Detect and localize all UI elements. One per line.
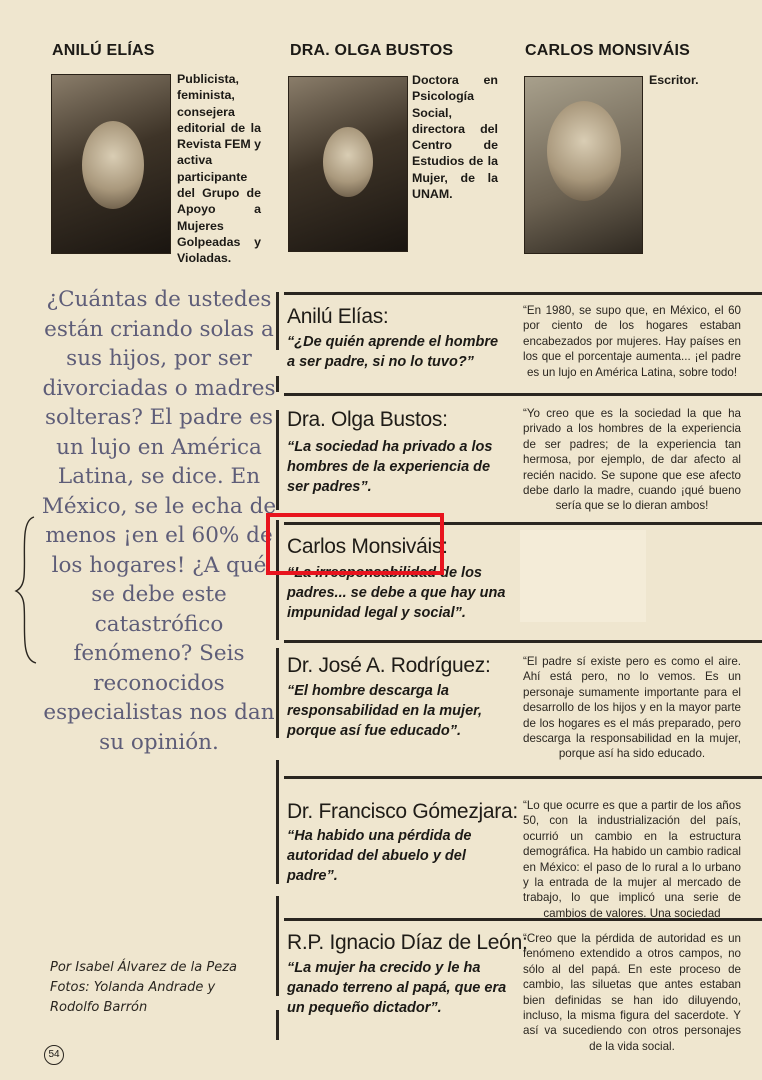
opinion-text: “Creo que la pérdida de autoridad es un fenómeno extendido a otros campos, no sólo al del papá. En este proceso de cambio, las siluetas que antes estaban bien definidas se han ido diluyendo, incluso, la misma figura del sacerdote. Y así va sucediendo con otros personajes de la vida social. — [523, 932, 741, 1053]
column-divider — [276, 648, 279, 738]
opinion-quote: “La irresponsabilidad de los padres... se debe a que hay una impunidad legal y social”. — [287, 565, 506, 621]
column-divider — [276, 896, 279, 996]
portrait-photo-olga — [288, 76, 408, 252]
opinion-text: “El padre sí existe pero es como el aire. Ahí está pero, no lo vemos. Es un personaje sumamente importante para el desarrollo de los hijos y en la mayor parte de los hogares es el más preparado, pero descarga la responsabilidad en la mujer, porque así ha sido educado. — [523, 655, 741, 761]
opinion-quote: “¿De quién aprende el hombre a ser padre, si no lo tuvo?” — [287, 334, 499, 370]
person-bio-carlos: Escritor. — [649, 73, 699, 87]
intro-question-text: ¿Cuántas de ustedes están criando solas a sus hijos, por ser divorciadas o madres solteras? El padre es un lujo en América Latina, se dice. En México, se le echa de menos ¡en el 60% de los hogares! ¿A qué se debe este catastrófico fenómeno? Seis reconocidos especialistas nos dan su opinión. — [41, 287, 277, 755]
opinion-name: Anilú Elías: — [287, 305, 389, 328]
opinion-name: R.P. Ignacio Díaz de León: — [287, 931, 528, 954]
column-divider — [276, 292, 279, 350]
person-name-carlos: CARLOS MONSIVÁIS — [525, 42, 690, 59]
opinion-text: “En 1980, se supo que, en México, el 60 por ciento de los hogares estaban encabezados por mujeres. Hay países en los que el porcentaje aumenta... ¡el padre es un lujo en América Latina, sobre todo! — [523, 304, 741, 379]
credits-photos: Fotos: Yolanda Andrade y — [50, 980, 216, 995]
selection-highlight-box — [266, 513, 444, 575]
opinion-quote: “El hombre descarga la responsabilidad en la mujer, porque así fue educado”. — [287, 683, 483, 739]
opinion-quote: “La sociedad ha privado a los hombres de la experiencia de ser padres”. — [287, 439, 493, 495]
person-bio-anilu: Publicista, feminista, consejera editorial de la Revista FEM y activa participante del Grupo de Apoyo a Mujeres Golpeadas y Violadas. — [177, 72, 262, 266]
opinion-name: Carlos Monsiváis: — [287, 535, 448, 558]
opinion-name: Dr. Francisco Gómezjara: — [287, 800, 518, 823]
opinion-name: Dra. Olga Bustos: — [287, 408, 448, 431]
page-number: 54 — [44, 1045, 64, 1065]
column-divider — [276, 376, 279, 392]
person-bio-olga: Doctora en Psicología Social, directora del Centro de Estudios de la Mujer, de la UNAM. — [412, 73, 498, 202]
portrait-photo-carlos — [524, 76, 643, 254]
opinion-quote: “Ha habido una pérdida de autoridad del abuelo y del padre”. — [287, 828, 472, 884]
credits-photos-cont: Rodolfo Barrón — [50, 1000, 148, 1015]
opinion-text: “Yo creo que es la sociedad la que ha privado a los hombres de la experiencia de ser padres; de la experiencia tan hermosa, por ejemplo, de dar afecto al recién nacido. Se supone que ese afecto debe darlo la madre, cuando ¡qué bueno sería que se lo dieran ambos! — [523, 407, 741, 513]
blank-patch — [520, 530, 646, 622]
row-divider — [284, 640, 762, 643]
credits — [50, 958, 280, 1018]
portrait-photo-anilu — [51, 74, 171, 254]
row-divider — [284, 776, 762, 779]
person-name-olga: DRA. OLGA BUSTOS — [290, 42, 454, 59]
opinion-quote: “La mujer ha crecido y le ha ganado terreno al papá, que era un pequeño dictador”. — [287, 960, 507, 1016]
column-divider — [276, 760, 279, 884]
row-divider — [284, 292, 762, 295]
opinion-text: “Lo que ocurre es que a partir de los años 50, con la industrialización del país, ocurrió un cambio en la estructura demográfica. Ha habido un cambio radical en México: el paso de lo rural a lo urbano y la entrada de la mujer al mercado de trabajo, lo que implicó una serie de cambios de valores. Una sociedad — [523, 799, 741, 920]
person-name-anilu: ANILÚ ELÍAS — [52, 42, 155, 59]
column-divider — [276, 1010, 279, 1040]
opinion-name: Dr. José A. Rodríguez: — [287, 654, 491, 677]
column-divider — [276, 410, 279, 510]
credits-author: Por Isabel Álvarez de la Peza — [50, 960, 238, 975]
row-divider — [284, 393, 762, 396]
curly-brace-decoration — [14, 515, 38, 665]
